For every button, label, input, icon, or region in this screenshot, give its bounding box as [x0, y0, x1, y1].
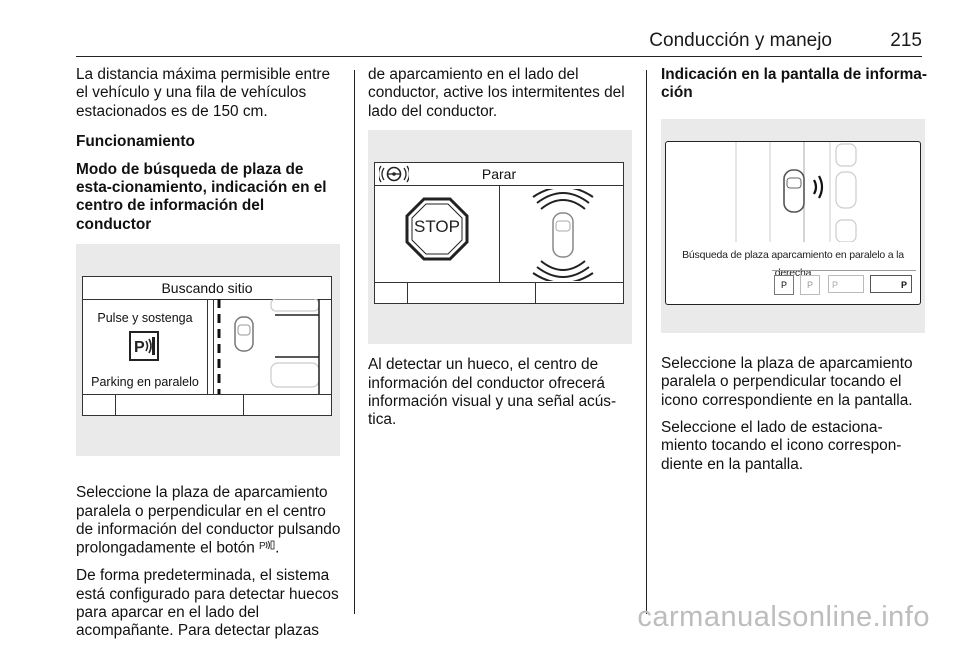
column-2 [368, 66, 634, 439]
section-heading: Indicación en la pantalla de informa-ción [661, 66, 927, 102]
parking-option-button[interactable]: P [800, 275, 820, 295]
display-screen [374, 162, 624, 304]
screen-footer [83, 394, 331, 415]
parking-option-button[interactable]: P [774, 275, 794, 295]
screen-title: Parar [481, 166, 517, 183]
figure-stop [368, 130, 632, 344]
stop-sign-text: STOP [414, 217, 460, 237]
footer-divider [243, 395, 244, 415]
mode-label: Parking en paralelo [91, 375, 199, 390]
figure-searching-space [76, 244, 340, 456]
paragraph: De forma predeterminada, el sistema está configurado para detectar huecos para aparcar en el lado del acompañante. Para detectar plazas [76, 567, 339, 640]
header-rule [76, 56, 922, 57]
paragraph: Seleccione la plaza de aparcamiento paralela o perpendicular en el centro de información del conductor pulsando prolongadamente el botón P . [76, 484, 341, 557]
header-title: Conducción y manejo [649, 30, 832, 51]
screen-title: Buscando sitio [83, 277, 331, 300]
screen-footer [375, 282, 623, 303]
parking-scene [215, 299, 325, 395]
column-1 [76, 66, 342, 650]
park-assist-button-icon [259, 539, 275, 557]
stop-sign [405, 197, 469, 261]
info-display-screen [665, 141, 921, 305]
footer-divider [535, 283, 536, 303]
section-heading: Funcionamiento [76, 133, 195, 151]
figure-info-display [661, 119, 925, 333]
parking-option-button-selected[interactable]: P [870, 275, 912, 293]
display-screen [82, 276, 332, 416]
panel-separator [499, 185, 500, 283]
paragraph: Al detectar un hueco, el centro de información del conductor ofrecerá información visual y una señal acús-tica. [368, 356, 617, 429]
screen-header [375, 163, 623, 186]
column-divider-1 [354, 70, 355, 614]
paragraph: Seleccione el lado de estaciona-miento tocando el icono correspon-diente en la pantalla. [661, 419, 902, 473]
column-3 [661, 66, 927, 483]
hint-label: Pulse y sostenga [97, 311, 193, 326]
parking-sensor-icon [129, 331, 159, 361]
footer-divider [407, 283, 408, 303]
info-caption: Búsqueda de plaza aparcamiento en paralelo a la derecha [682, 248, 904, 280]
car-sensor-display [525, 189, 601, 281]
svg-text:P: P [259, 541, 266, 552]
svg-text:P: P [134, 339, 145, 357]
subsection-heading: Modo de búsqueda de plaza de esta-cionamiento, indicación en el centro de información del conductor [76, 160, 327, 233]
parking-road-scene [666, 142, 920, 242]
footer-divider [115, 395, 116, 415]
watermark: carmanualsonline.info [637, 601, 930, 633]
paragraph: Seleccione la plaza de aparcamiento paralela o perpendicular tocando el icono correspondiente en la pantalla. [661, 354, 913, 409]
parking-option-bar [772, 270, 916, 297]
panel-separator [207, 299, 214, 395]
paragraph: de aparcamiento en el lado del conductor, active los intermitentes del lado del conductor. [368, 66, 625, 120]
parking-option-button[interactable]: P [828, 275, 864, 293]
hint-panel [83, 299, 208, 395]
page-number: 215 [890, 30, 922, 51]
paragraph: La distancia máxima permisible entre el vehículo y una fila de vehículos estacionados es de 150 cm. [76, 66, 331, 120]
paragraph-text: Seleccione la plaza de aparcamiento paralela o perpendicular en el centro de información del conductor pulsando prolongadamente el botón [76, 484, 341, 557]
column-divider-2 [646, 70, 647, 614]
